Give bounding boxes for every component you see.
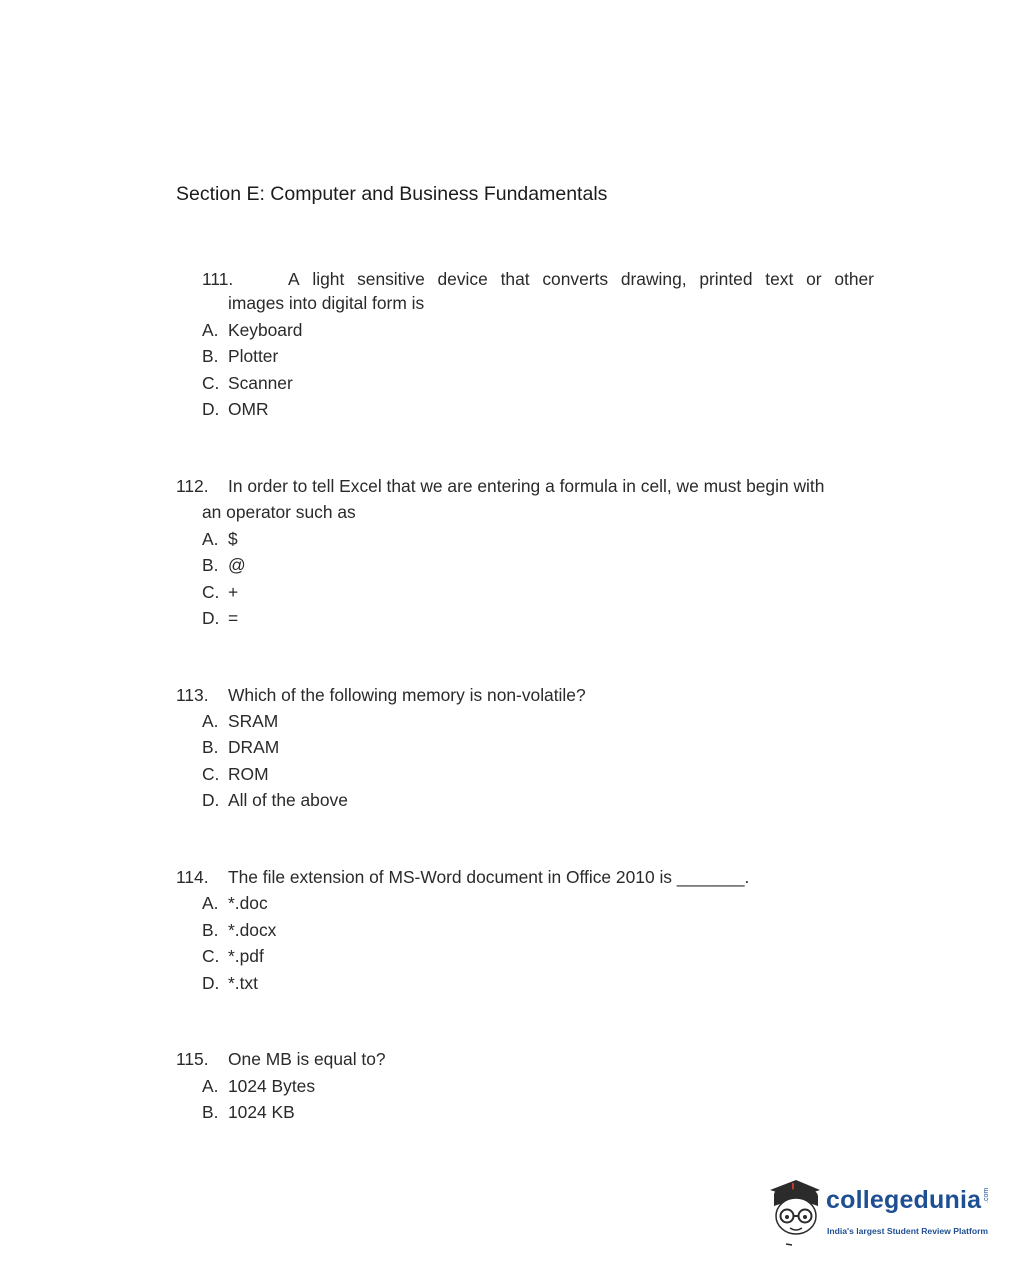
option-letter: D. bbox=[202, 973, 220, 993]
question-word: other bbox=[834, 269, 874, 289]
option-text: All of the above bbox=[228, 790, 348, 810]
option-letter: A. bbox=[202, 711, 219, 731]
option-letter: A. bbox=[202, 320, 219, 340]
question-text-line2: an operator such as bbox=[202, 502, 356, 522]
option-text: 1024 KB bbox=[228, 1102, 295, 1122]
option-letter: C. bbox=[202, 582, 220, 602]
option-letter: D. bbox=[202, 790, 220, 810]
option-text: DRAM bbox=[228, 737, 280, 757]
logo-brand-suffix: .com bbox=[983, 1187, 990, 1203]
question-word: light bbox=[312, 269, 345, 289]
question-word: that bbox=[500, 269, 530, 289]
option-text: Scanner bbox=[228, 373, 293, 393]
question-number: 114. bbox=[176, 867, 209, 887]
option-letter: C. bbox=[202, 946, 220, 966]
question-word: sensitive bbox=[357, 269, 425, 289]
option-text: Keyboard bbox=[228, 320, 303, 340]
option-text: ROM bbox=[228, 764, 269, 784]
question-number: 111. bbox=[202, 269, 234, 289]
question-word: or bbox=[806, 269, 822, 289]
question-number: 113. bbox=[176, 685, 209, 705]
section-title: Section E: Computer and Business Fundamentals bbox=[176, 183, 608, 205]
question-word: device bbox=[437, 269, 488, 289]
option-text: *.txt bbox=[228, 973, 258, 993]
question-text: Which of the following memory is non-volatile? bbox=[228, 685, 586, 705]
option-text: *.doc bbox=[228, 893, 268, 913]
option-text: 1024 Bytes bbox=[228, 1076, 316, 1096]
option-text: @ bbox=[228, 555, 246, 575]
question-word: converts bbox=[542, 269, 609, 289]
option-text: + bbox=[228, 582, 239, 602]
question-word: printed bbox=[699, 269, 753, 289]
question-word: A bbox=[288, 269, 300, 289]
question-number: 112. bbox=[176, 476, 209, 496]
question-word: drawing, bbox=[620, 269, 687, 289]
option-letter: A. bbox=[202, 893, 219, 913]
question-text: The file extension of MS-Word document in Office 2010 is _______. bbox=[228, 867, 750, 887]
option-text: $ bbox=[228, 529, 238, 549]
option-text: *.docx bbox=[228, 920, 277, 940]
question-text-line2: images into digital form is bbox=[228, 293, 425, 313]
option-letter: B. bbox=[202, 346, 219, 366]
option-text: = bbox=[228, 608, 239, 628]
question-text-line1: In order to tell Excel that we are entering a formula in cell, we must begin with bbox=[228, 476, 825, 496]
question-111 bbox=[202, 266, 874, 292]
option-letter: C. bbox=[202, 764, 220, 784]
option-text: *.pdf bbox=[228, 946, 264, 966]
option-text: SRAM bbox=[228, 711, 279, 731]
option-letter: D. bbox=[202, 608, 220, 628]
logo-brand-text: collegedunia bbox=[826, 1186, 982, 1214]
question-number: 115. bbox=[176, 1049, 209, 1069]
option-letter: C. bbox=[202, 373, 220, 393]
question-word: text bbox=[765, 269, 794, 289]
question-text: One MB is equal to? bbox=[228, 1049, 386, 1069]
option-text: OMR bbox=[228, 399, 269, 419]
option-letter: B. bbox=[202, 555, 219, 575]
logo-tagline: India's largest Student Review Platform bbox=[827, 1226, 989, 1236]
mascot-icon bbox=[770, 1180, 820, 1245]
option-letter: D. bbox=[202, 399, 220, 419]
option-letter: A. bbox=[202, 529, 219, 549]
option-text: Plotter bbox=[228, 346, 279, 366]
option-letter: B. bbox=[202, 1102, 219, 1122]
option-letter: B. bbox=[202, 737, 219, 757]
option-letter: A. bbox=[202, 1076, 219, 1096]
option-letter: B. bbox=[202, 920, 219, 940]
question-111-line1 bbox=[202, 266, 874, 292]
